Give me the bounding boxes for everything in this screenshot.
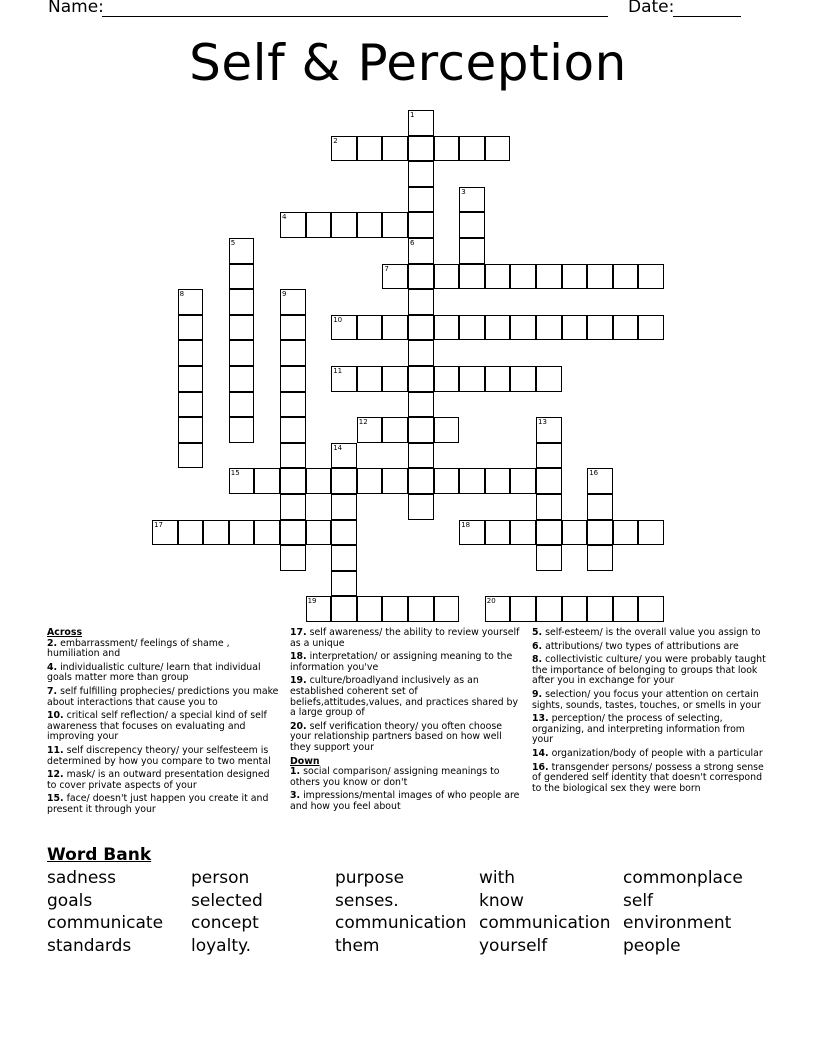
crossword-cell[interactable] (485, 264, 511, 290)
crossword-cell[interactable] (485, 366, 511, 392)
crossword-cell[interactable] (408, 443, 434, 469)
across-heading: Across (47, 627, 83, 638)
crossword-cell[interactable] (331, 596, 357, 622)
crossword-cell[interactable] (331, 545, 357, 571)
word-bank-item: sadness (47, 868, 117, 888)
crossword-cell[interactable] (178, 520, 204, 546)
crossword-cell[interactable] (434, 596, 460, 622)
crossword-cell[interactable] (485, 315, 511, 341)
crossword-cell[interactable] (229, 315, 255, 341)
clue-number: 10 (333, 315, 343, 324)
crossword-cell[interactable] (587, 315, 613, 341)
clue-number: 9 (282, 290, 287, 299)
crossword-cell[interactable] (485, 596, 511, 622)
crossword-cell[interactable] (382, 468, 408, 494)
clue-number: 2 (333, 136, 338, 145)
crossword-cell[interactable] (459, 187, 485, 213)
crossword-cell[interactable] (408, 596, 434, 622)
crossword-cell[interactable] (229, 468, 255, 494)
crossword-cell[interactable] (587, 520, 613, 546)
crossword-cell[interactable] (536, 315, 562, 341)
crossword-cell[interactable] (434, 264, 460, 290)
crossword-cell[interactable] (434, 136, 460, 162)
crossword-cell[interactable] (306, 596, 332, 622)
word-bank-item: them (335, 935, 380, 956)
word-bank-item: communication (335, 913, 467, 933)
crossword-cell[interactable] (408, 340, 434, 366)
crossword-cell[interactable] (587, 264, 613, 290)
word-bank-item: standards (47, 935, 132, 956)
crossword-cell[interactable] (587, 596, 613, 622)
crossword-cell[interactable] (408, 212, 434, 238)
word-bank-item: people (623, 935, 681, 956)
crossword-cell[interactable] (382, 264, 408, 290)
crossword-cell[interactable] (357, 596, 383, 622)
crossword-cell[interactable] (510, 264, 536, 290)
clue-number: 8 (179, 290, 185, 299)
clue-number: 5 (230, 239, 236, 247)
crossword-cell[interactable] (459, 136, 485, 162)
crossword-cell[interactable] (229, 289, 255, 315)
crossword-cell[interactable] (357, 468, 383, 494)
word-bank-item: with (479, 868, 516, 888)
crossword-cell[interactable] (638, 264, 664, 290)
crossword-cell[interactable] (536, 545, 562, 571)
crossword-cell[interactable] (357, 417, 383, 443)
clue-down-9: 9. selection/ you focus your attention on certain sights, sounds, tastes, touches, or smells in your (532, 688, 761, 711)
crossword-cell[interactable] (408, 468, 434, 494)
crossword-cell[interactable] (459, 315, 485, 341)
crossword-cell[interactable] (536, 468, 562, 494)
crossword-cell[interactable] (408, 494, 434, 520)
crossword-cell[interactable] (229, 238, 255, 264)
clue-down-8: 8. collectivistic culture/ you were probably taught the importance of belonging to groups that look after you in exchange for your (532, 654, 766, 687)
crossword-cell[interactable] (408, 417, 434, 443)
clues-column-1 (47, 628, 279, 819)
crossword-cell[interactable] (280, 468, 306, 494)
crossword-cell[interactable] (178, 417, 204, 443)
crossword-cell[interactable] (459, 468, 485, 494)
clue-number: 18 (461, 520, 471, 529)
clues-column-2 (290, 628, 525, 816)
crossword-cell[interactable] (434, 468, 460, 494)
clue-down-14: 14. organization/body of people with a particular (532, 747, 763, 759)
clue-across-7: 7. self fulfilling prophecies/ predictions you make about interactions that cause you to (47, 685, 279, 708)
crossword-cell[interactable] (459, 238, 485, 264)
clue-number: 17 (154, 520, 163, 529)
clue-across-20: 20. self verification theory/ you often choose your relationship partners based on how well they support your (290, 720, 502, 753)
crossword-cell[interactable] (306, 212, 332, 238)
crossword-cell[interactable] (408, 264, 434, 290)
word-bank-item: yourself (479, 935, 548, 956)
clues-column-3 (532, 628, 768, 797)
crossword-cell[interactable] (357, 212, 383, 238)
crossword-cell[interactable] (280, 366, 306, 392)
clue-down-6: 6. attributions/ two types of attributions are (532, 640, 739, 652)
crossword-cell[interactable] (280, 340, 306, 366)
clue-down-13: 13. perception/ the process of selecting, organizing, and interpreting information from your (532, 713, 745, 746)
clue-number: 7 (384, 264, 389, 273)
crossword-cell[interactable] (613, 315, 639, 341)
crossword-cell[interactable] (280, 520, 306, 546)
crossword-cell[interactable] (485, 520, 511, 546)
clue-number: 14 (333, 443, 343, 452)
clue-number: 11 (333, 367, 343, 375)
crossword-cell[interactable] (357, 136, 383, 162)
date-label: Date: (628, 0, 675, 17)
crossword-cell[interactable] (510, 520, 536, 546)
crossword-cell[interactable] (178, 315, 204, 341)
down-heading: Down (290, 755, 320, 767)
crossword-cell[interactable] (357, 366, 383, 392)
crossword-cell[interactable] (178, 443, 204, 469)
crossword-cell[interactable] (587, 494, 613, 520)
clue-down-1: 1. social comparison/ assigning meanings to others you know or don't (290, 766, 500, 788)
crossword-cell[interactable] (613, 596, 639, 622)
crossword-cell[interactable] (280, 494, 306, 520)
clue-down-5: 5. self-esteem/ is the overall value you assign to (532, 627, 761, 638)
crossword-cell[interactable] (459, 264, 485, 290)
clue-across-12: 12. mask/ is an outward presentation designed to cover private aspects of your (47, 769, 270, 791)
crossword-cell[interactable] (408, 161, 434, 187)
crossword-cell[interactable] (536, 494, 562, 520)
crossword-cell[interactable] (178, 340, 204, 366)
word-bank-item: person (191, 868, 250, 888)
word-bank-item: loyalty. (191, 935, 252, 956)
crossword-cell[interactable] (485, 136, 511, 162)
crossword-cell[interactable] (280, 545, 306, 571)
crossword-cell[interactable] (536, 520, 562, 546)
crossword-cell[interactable] (638, 596, 664, 622)
clue-across-17: 17. self awareness/ the ability to review yourself as a unique (290, 627, 520, 649)
clue-number: 1 (410, 111, 415, 119)
crossword-cell[interactable] (510, 366, 536, 392)
crossword-cell[interactable] (254, 468, 280, 494)
clue-number: 13 (538, 418, 547, 427)
crossword-cell[interactable] (408, 187, 434, 213)
crossword-cell[interactable] (203, 520, 229, 546)
crossword-cell[interactable] (638, 315, 664, 341)
crossword-cell[interactable] (408, 366, 434, 392)
clue-down-3: 3. impressions/mental images of who people are and how you feel about (290, 790, 520, 812)
clue-across-4: 4. individualistic culture/ learn that individual goals matter more than group (47, 661, 261, 684)
crossword-cell[interactable] (280, 315, 306, 341)
crossword-cell[interactable] (459, 366, 485, 392)
crossword-cell[interactable] (562, 264, 588, 290)
crossword-cell[interactable] (459, 520, 485, 546)
crossword-cell[interactable] (510, 596, 536, 622)
crossword-cell[interactable] (382, 417, 408, 443)
crossword-cell[interactable] (536, 366, 562, 392)
word-bank-item: goals (47, 890, 93, 911)
crossword-cell[interactable] (178, 366, 204, 392)
crossword-cell[interactable] (306, 468, 332, 494)
crossword-cell[interactable] (536, 264, 562, 290)
crossword-cell[interactable] (459, 212, 485, 238)
clue-down-16: 16. transgender persons/ possess a strong sense of gendered self identity that doesn't correspond to the biological sex they were born (532, 761, 764, 794)
word-bank-item: selected (191, 890, 263, 911)
crossword-cell[interactable] (382, 366, 408, 392)
crossword-cell[interactable] (280, 289, 306, 315)
crossword-cell[interactable] (562, 596, 588, 622)
crossword-cell[interactable] (408, 136, 434, 162)
crossword-cell[interactable] (613, 520, 639, 546)
clue-across-2: 2. embarrassment/ feelings of shame , humiliation and (47, 637, 230, 660)
crossword-cell[interactable] (280, 392, 306, 418)
clue-number: 3 (461, 187, 466, 196)
clue-number: 16 (589, 469, 599, 478)
clue-number: 12 (358, 418, 368, 427)
word-bank-item: self (623, 890, 654, 911)
name-label: Name: (48, 0, 104, 17)
word-bank-item: communication (479, 913, 611, 933)
clue-across-18: 18. interpretation/ or assigning meaning to the information you've (290, 651, 513, 673)
word-bank (47, 868, 777, 958)
crossword-cell[interactable] (331, 468, 357, 494)
crossword-cell[interactable] (229, 340, 255, 366)
crossword-cell[interactable] (178, 392, 204, 418)
clue-across-19: 19. culture/broadlyand inclusively as an established coherent set of beliefs,attitudes,values, and practices shared by a large group of (290, 675, 519, 719)
crossword-cell[interactable] (408, 238, 434, 264)
crossword-cell[interactable] (536, 443, 562, 469)
crossword-cell[interactable] (178, 289, 204, 315)
crossword-cell[interactable] (510, 315, 536, 341)
clue-number: 4 (282, 213, 287, 222)
word-bank-item: commonplace (623, 868, 743, 888)
word-bank-item: communicate (47, 913, 164, 933)
word-bank-item: environment (623, 913, 732, 933)
crossword-cell[interactable] (152, 520, 178, 546)
crossword-cell[interactable] (280, 417, 306, 443)
clue-across-10: 10. critical self reflection/ a special kind of self awareness that focuses on evaluating and improving your (47, 710, 267, 743)
crossword-cell[interactable] (613, 264, 639, 290)
crossword-cell[interactable] (229, 366, 255, 392)
crossword-cell[interactable] (229, 417, 255, 443)
clue-number: 15 (230, 469, 240, 478)
crossword-cell[interactable] (331, 571, 357, 597)
crossword-cell[interactable] (229, 520, 255, 546)
crossword-cell[interactable] (331, 443, 357, 469)
crossword-cell[interactable] (331, 366, 357, 392)
crossword-cell[interactable] (408, 289, 434, 315)
crossword-cell[interactable] (331, 315, 357, 341)
crossword-cell[interactable] (229, 392, 255, 418)
crossword-cell[interactable] (306, 520, 332, 546)
crossword-cell[interactable] (229, 264, 255, 290)
crossword-cell[interactable] (331, 212, 357, 238)
crossword-cell[interactable] (408, 392, 434, 418)
crossword-cell[interactable] (587, 545, 613, 571)
crossword-cell[interactable] (510, 468, 536, 494)
clue-across-11: 11. self discrepency theory/ your selfesteem is determined by how you compare to two mental (47, 744, 271, 767)
page-title: Self & Perception (189, 34, 627, 92)
crossword-cell[interactable] (382, 315, 408, 341)
word-bank-title: Word Bank (47, 845, 152, 865)
crossword-cell[interactable] (536, 596, 562, 622)
crossword-cell[interactable] (280, 443, 306, 469)
crossword-cell[interactable] (382, 212, 408, 238)
crossword-cell[interactable] (434, 315, 460, 341)
crossword-cell[interactable] (408, 315, 434, 341)
word-bank-item: senses. (335, 890, 399, 911)
crossword-cell[interactable] (280, 212, 306, 238)
crossword-cell[interactable] (587, 468, 613, 494)
clue-number: 19 (307, 597, 317, 606)
crossword-cell[interactable] (562, 520, 588, 546)
word-bank-item: purpose (335, 868, 405, 888)
crossword-cell[interactable] (357, 315, 383, 341)
crossword-cell[interactable] (408, 110, 434, 136)
crossword-cell[interactable] (331, 136, 357, 162)
crossword-cell[interactable] (562, 315, 588, 341)
crossword-cell[interactable] (331, 520, 357, 546)
crossword-cell[interactable] (331, 494, 357, 520)
clue-number: 20 (486, 597, 496, 606)
crossword-cell[interactable] (434, 366, 460, 392)
word-bank-item: concept (191, 913, 259, 933)
crossword-cell[interactable] (434, 417, 460, 443)
word-bank-item: know (479, 890, 524, 911)
crossword-cell[interactable] (254, 520, 280, 546)
clue-across-15: 15. face/ doesn't just happen you create it and present it through your (47, 793, 269, 815)
clue-number: 6 (410, 239, 415, 247)
crossword-cell[interactable] (536, 417, 562, 443)
crossword-cell[interactable] (638, 520, 664, 546)
crossword-cell[interactable] (382, 596, 408, 622)
crossword-cell[interactable] (485, 468, 511, 494)
crossword-cell[interactable] (382, 136, 408, 162)
